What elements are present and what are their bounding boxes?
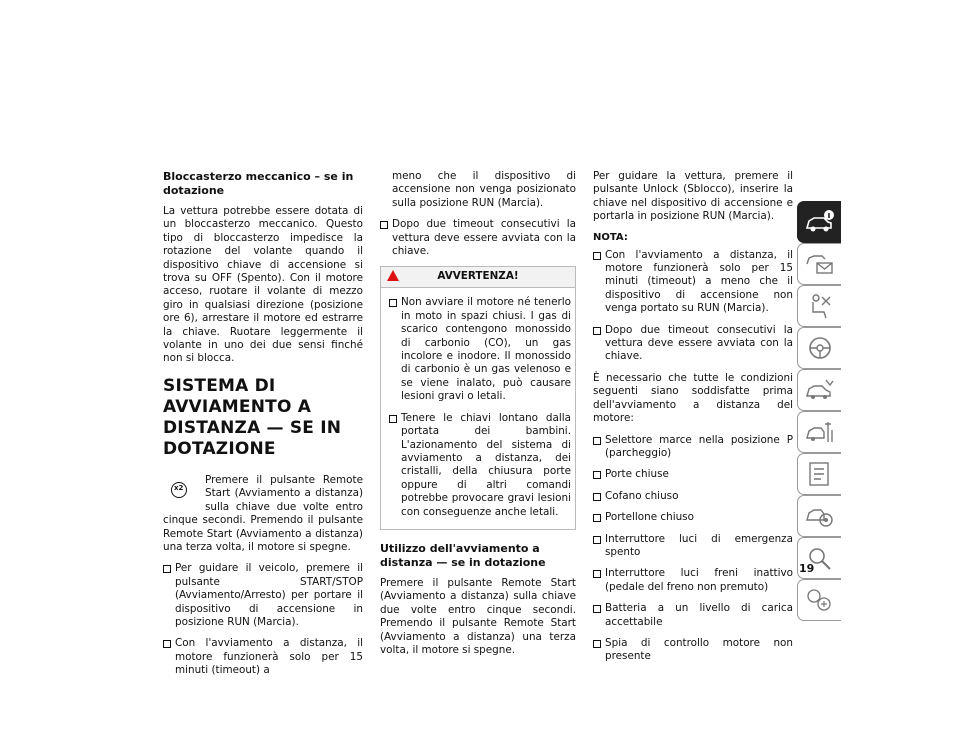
tab-car-mail[interactable]: [797, 243, 841, 285]
list-item: Tenere le chiavi lontano dalla portata dei bambini. L'azionamento del sistema di avviamento a distanza, dei cristalli, della chiusura porte oppure di altri comandi potrebbe provocare gravi lesioni con conseguenze anche letali.: [389, 412, 571, 519]
tab-checklist[interactable]: [797, 453, 841, 495]
steering-wheel-icon: [804, 334, 836, 362]
note-list: [593, 249, 793, 364]
list-item: Spia di controllo motore non presente: [593, 637, 793, 664]
list-item: Dopo due timeout consecutivi la vettura deve essere avviata con la chiave.: [380, 218, 576, 258]
warning-list: [381, 288, 575, 529]
warning-box: [380, 266, 576, 530]
list-item: Portellone chiuso: [593, 511, 793, 524]
car-crash-icon: [804, 376, 836, 404]
tab-car-media[interactable]: [797, 495, 841, 537]
seat-person-icon: [804, 292, 836, 320]
conditions-intro: È necessario che tutte le condizioni seguenti siano soddisfatte prima dell'avviamento a distanza del motore:: [593, 371, 793, 425]
checklist-icon: [804, 460, 836, 488]
list-item: Porte chiuse: [593, 468, 793, 481]
steering-lock-text: La vettura potrebbe essere dotata di un bloccasterzo meccanico. Questo tipo di bloccasterzo impedisce la rotazione del volante quando il dispositivo chiave di accensione si trova su OFF (Spento). Con il motore acceso, ruotare il volante di mezzo giro in qualsiasi direzione (posizione ore 6), arrestare il motore ed estrarre la chiave. Ruotare leggermente il volante in uno dei due sensi finché non si blocca.: [163, 205, 363, 365]
conditions-list: [593, 434, 793, 664]
drive-instructions: Per guidare la vettura, premere il pulsante Unlock (Sblocco), inserire la chiave nel dispositivo di accensione e portarla in posizione RUN (Marcia).: [593, 170, 793, 223]
tab-seat[interactable]: [797, 285, 841, 327]
heading-steering-lock: Bloccasterzo meccanico – se in dotazione: [163, 170, 354, 197]
list-item: Batteria a un livello di carica accettabile: [593, 602, 793, 629]
remote-start-lead: Premere il pulsante Remote Start (Avviamento a distanza) sulla chiave due volte entro cinque secondi. Premendo il pulsante Remote Start (Avviamento a distanza) una terza volta, il motore si spegne.: [163, 473, 363, 553]
page-number: 19: [799, 562, 815, 575]
warning-title: AVVERTENZA!: [437, 270, 519, 283]
list-item: Per guidare il veicolo, premere il pulsante START/STOP (Avviamento/Arresto) per portare il dispositivo di accensione in posizione RUN (Marcia).: [163, 562, 363, 629]
timeout-list: [380, 218, 576, 258]
list-item: Non avviare il motore né tenerlo in moto in spazi chiusi. I gas di scarico contengono monossido di carbonio (CO), un gas incolore e inodore. Il monossido di carbonio è un gas velenoso e se viene inalato, può causare lesioni gravi o letali.: [389, 296, 571, 403]
car-media-icon: [804, 502, 836, 530]
continued-text: meno che il dispositivo di accensione non venga posizionato sulla posizione RUN (Marcia).: [392, 170, 576, 209]
remote-start-x2-icon: x2: [163, 476, 199, 504]
tab-car-info[interactable]: [797, 201, 841, 243]
list-item: Dopo due timeout consecutivi la vettura deve essere avviata con la chiave.: [593, 324, 793, 364]
car-mail-icon: [804, 250, 836, 278]
car-tools-icon: [804, 418, 836, 446]
languages-icon: [804, 586, 836, 614]
remote-start-bullets: [163, 562, 363, 677]
section-title-remote-start: SISTEMA DI AVVIAMENTO A DISTANZA — SE IN DOTAZIONE: [163, 375, 342, 459]
list-item: Con l'avviamento a distanza, il motore funzionerà solo per 15 minuti (timeout) a meno che il dispositivo di accensione non venga portato su RUN (Marcia).: [593, 249, 793, 316]
tab-steering[interactable]: [797, 327, 841, 369]
car-info-icon: [804, 208, 836, 236]
list-item: Con l'avviamento a distanza, il motore funzionerà solo per 15 minuti (timeout) a: [163, 637, 363, 677]
list-item: Interruttore luci di emergenza spento: [593, 533, 793, 560]
tab-languages[interactable]: [797, 579, 841, 621]
column-right: [593, 170, 793, 672]
tab-car-tools[interactable]: [797, 411, 841, 453]
remote-start-usage-text: Premere il pulsante Remote Start (Avviamento a distanza) sulla chiave due volte entro cinque secondi. Premendo il pulsante Remote Start (Avviamento a distanza) una terza volta, il motore si spegne.: [380, 576, 576, 656]
column-left: [163, 170, 363, 686]
tab-car-crash[interactable]: [797, 369, 841, 411]
chapter-tabs: [797, 201, 842, 621]
list-item: Selettore marce nella posizione P (parcheggio): [593, 434, 793, 461]
remote-start-block: [163, 474, 363, 562]
heading-remote-start-usage: Utilizzo dell'avviamento a distanza — se in dotazione: [380, 541, 546, 569]
list-item: Interruttore luci freni inattivo (pedale del freno non premuto): [593, 567, 793, 594]
warning-header: [381, 267, 575, 288]
note-label: NOTA:: [593, 231, 628, 243]
list-item: Cofano chiuso: [593, 490, 793, 503]
column-middle: [380, 170, 576, 665]
